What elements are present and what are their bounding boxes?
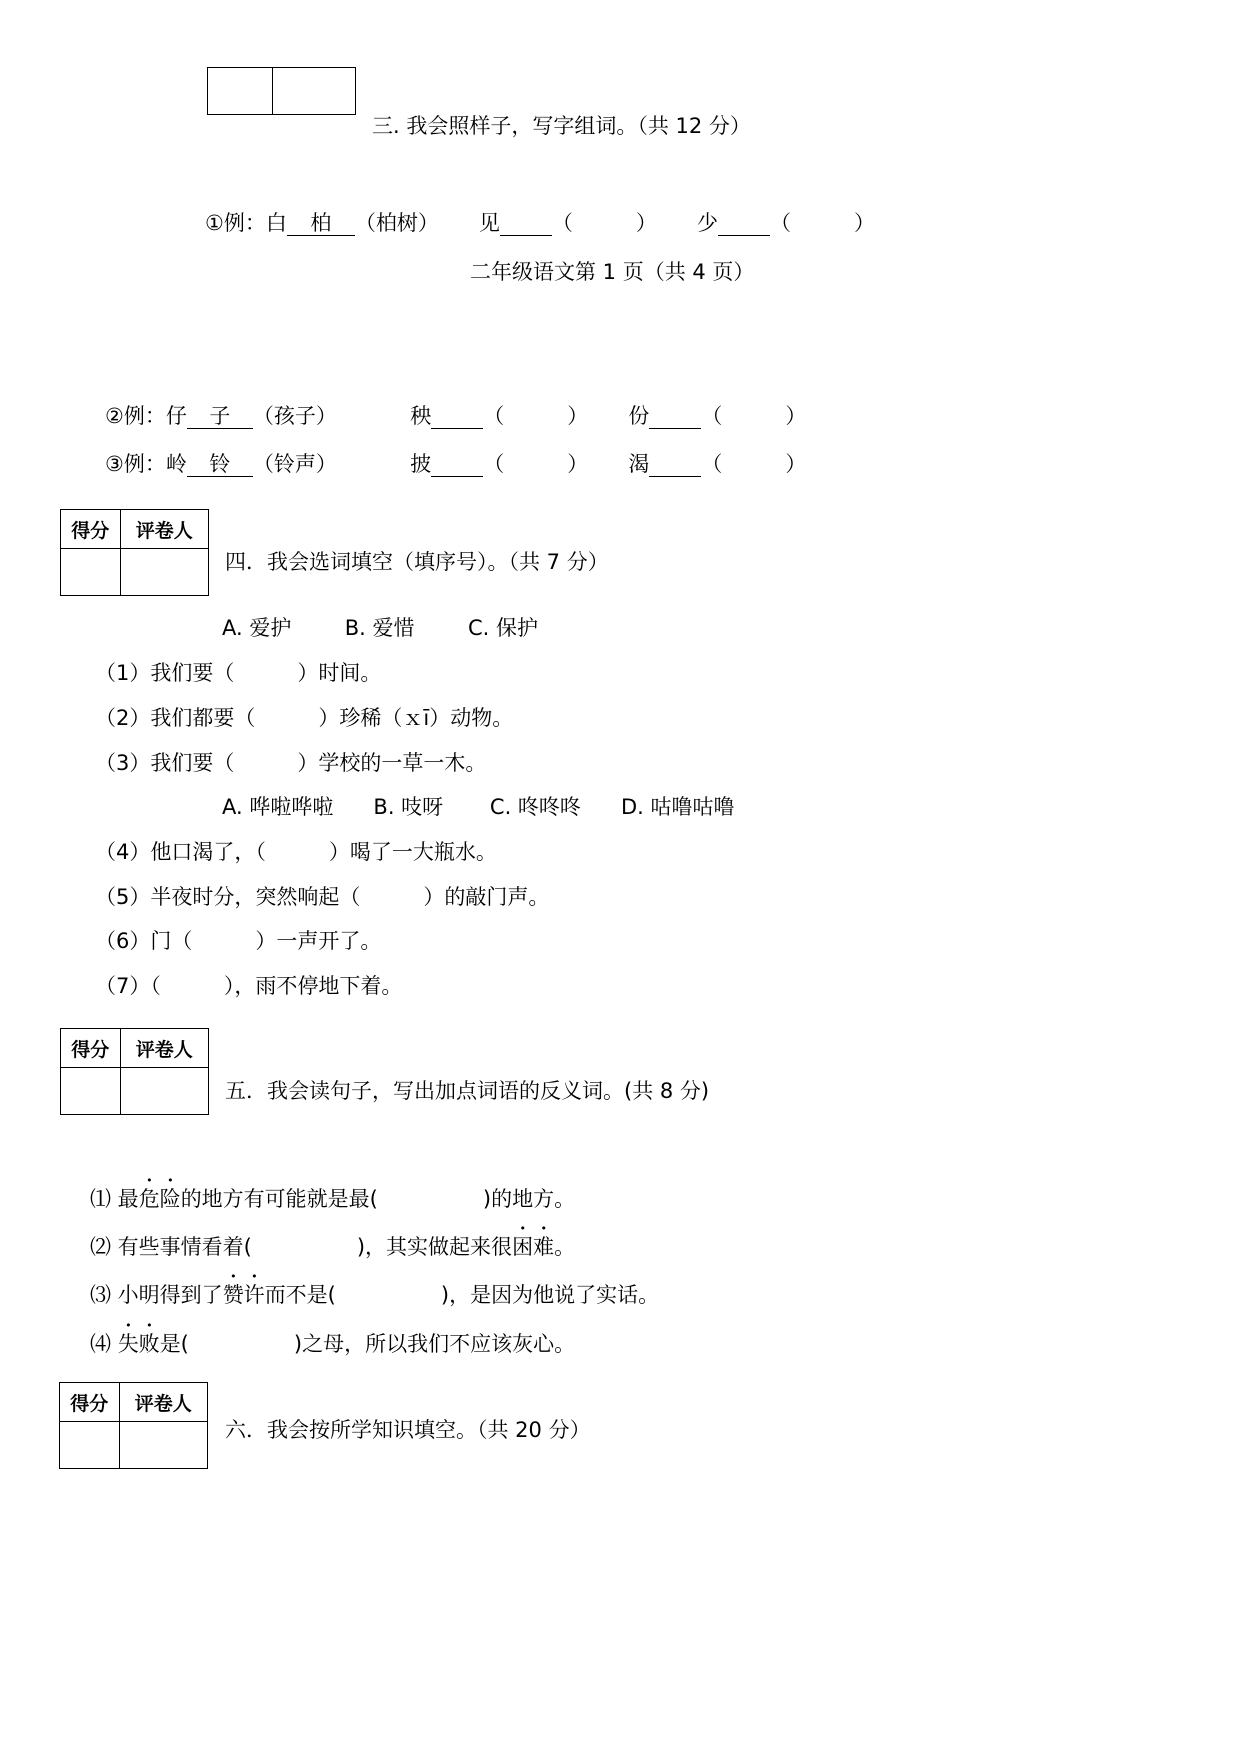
sentence-2: ⑵ 有些事情看着( )，其实做起来很困难。 xyxy=(90,1235,576,1259)
section3-row3: ③例：岭 铃 （铃声） 披 （ ） 渴 （ ） xyxy=(105,452,807,476)
page-footer: 二年级语文第 1 页（共 4 页） xyxy=(470,260,755,284)
answer-blank[interactable] xyxy=(500,212,552,236)
options-row-2: A. 哗啦哗啦 B. 吱呀 C. 咚咚咚 D. 咕噜咕噜 xyxy=(222,795,735,819)
section3-title: 三. 我会照样子，写字组词。（共 12 分） xyxy=(372,114,751,138)
question-6: （6）门（ ）一声开了。 xyxy=(95,929,382,953)
question-3: （3）我们要（ ）学校的一草一木。 xyxy=(95,751,487,775)
answer-blank[interactable] xyxy=(718,212,770,236)
section4-title: 四．我会选词填空（填序号）。（共 7 分） xyxy=(225,550,609,574)
question-1: （1）我们要（ ）时间。 xyxy=(95,661,382,685)
section3-row1: ①例：白 柏 （柏树） 见 （ ） 少 （ ） xyxy=(205,211,875,235)
question-2: （2）我们都要（ ）珍稀（ｘī）动物。 xyxy=(95,706,514,730)
score-box-top xyxy=(207,67,356,115)
question-4: （4）他口渴了，（ ）喝了一大瓶水。 xyxy=(95,840,497,864)
score-table-5: 得分 评卷人 xyxy=(60,1028,209,1115)
question-5: （5）半夜时分，突然响起（ ）的敲门声。 xyxy=(95,885,550,909)
section5-title: 五．我会读句子，写出加点词语的反义词。(共 8 分) xyxy=(225,1079,710,1103)
section3-row2: ②例：仔 子 （孩子） 秧 （ ） 份 （ ） xyxy=(105,404,807,428)
score-table-4: 得分 评卷人 xyxy=(60,509,209,596)
options-row-1: A. 爱护 B. 爱惜 C. 保护 xyxy=(222,616,538,640)
section6-title: 六．我会按所学知识填空。（共 20 分） xyxy=(225,1418,591,1442)
score-table-6: 得分 评卷人 xyxy=(59,1382,208,1469)
sentence-1: ⑴ 最危险的地方有可能就是最( )的地方。 xyxy=(90,1187,576,1211)
sentence-4: ⑷ 失败是( )之母，所以我们不应该灰心。 xyxy=(90,1332,576,1356)
sentence-3: ⑶ 小明得到了赞许而不是( )，是因为他说了实话。 xyxy=(90,1283,660,1307)
example-answer: 柏 xyxy=(287,212,355,236)
question-7: （7）（ ），雨不停地下着。 xyxy=(95,974,403,998)
